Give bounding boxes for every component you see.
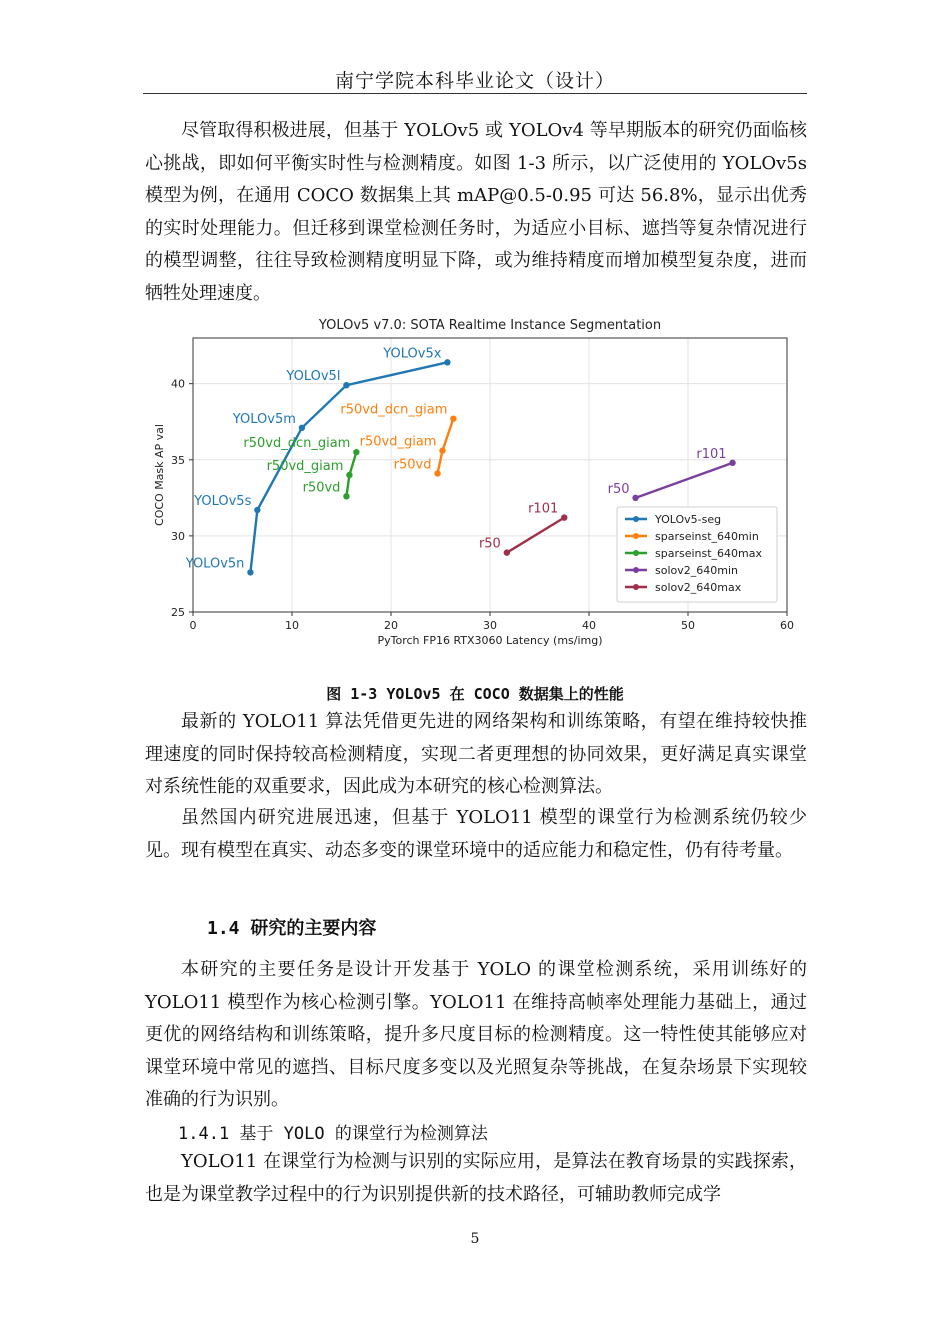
- y-tick-label: 30: [171, 529, 185, 543]
- data-point: [450, 415, 456, 421]
- y-tick-label: 25: [171, 606, 185, 619]
- y-tick-label: 40: [171, 377, 185, 391]
- point-label: r50vd_giam: [266, 459, 344, 474]
- point-label: r50vd_dcn_giam: [243, 436, 351, 452]
- series-line: [507, 518, 564, 553]
- header-rule: [143, 93, 807, 94]
- data-point: [346, 472, 352, 478]
- legend-label: sparseinst_640min: [655, 530, 759, 543]
- running-header: 南宁学院本科毕业论文（设计）: [334, 70, 615, 92]
- x-tick-label: 10: [285, 619, 299, 632]
- chart-legend: [617, 507, 777, 602]
- series-group: [340, 403, 456, 477]
- paragraph-5-block: [145, 1146, 807, 1211]
- x-tick-label: 20: [384, 619, 398, 632]
- data-point: [561, 514, 567, 520]
- page-number: 5: [470, 1231, 480, 1247]
- point-label: r101: [528, 501, 559, 517]
- data-point: [353, 449, 359, 455]
- data-point: [444, 359, 450, 365]
- y-tick-label: 35: [171, 453, 185, 467]
- point-label: YOLOv5m: [232, 411, 296, 427]
- paragraph-4-block: [145, 954, 807, 1117]
- series-group: [243, 436, 359, 499]
- legend-label: sparseinst_640max: [655, 547, 763, 560]
- figure-chart: [145, 308, 805, 648]
- legend-swatch-marker: [633, 533, 639, 539]
- point-label: YOLOv5n: [185, 556, 245, 572]
- x-tick-label: 0: [189, 619, 197, 632]
- data-point: [729, 460, 735, 466]
- x-tick-label: 50: [681, 619, 695, 632]
- point-label: r50vd_dcn_giam: [340, 402, 448, 418]
- paragraph-3-block: [145, 802, 807, 867]
- legend-label: solov2_640max: [655, 581, 742, 594]
- legend-swatch-marker: [633, 516, 639, 522]
- series-line: [636, 463, 733, 498]
- point-label: r50: [478, 536, 501, 552]
- section-heading: 1.4 研究的主要内容: [207, 918, 377, 939]
- point-label: r50vd: [302, 480, 341, 496]
- data-point: [247, 569, 253, 575]
- x-tick-label: 30: [483, 619, 497, 632]
- legend-swatch-marker: [633, 567, 639, 573]
- paragraph-2-block: [145, 706, 807, 804]
- x-tick-label: 60: [780, 619, 794, 632]
- paragraph: YOLO11 在课堂行为检测与识别的实际应用，是算法在教育场景的实践探索，也是为课堂教学过程中的行为识别提供新的技术路径，可辅助教师完成学: [145, 1151, 807, 1205]
- data-point: [439, 447, 445, 453]
- point-label: r101: [696, 446, 727, 462]
- data-point: [254, 507, 260, 513]
- paragraph: 本研究的主要任务是设计开发基于 YOLO 的课堂检测系统，采用训练好的 YOLO11 模型作为核心检测引擎。YOLO11 在维持高帧率处理能力基础上，通过更优的网络结构和训练策略，提升多尺度目标的检测精度。这一特性使其能够应对课堂环境中常见的遮挡、目标尺度多变以及光照复杂等挑战，在复杂场景下实现较准确的行为识别。: [145, 959, 807, 1110]
- subsection-heading: 1.4.1 基于 YOLO 的课堂行为检测算法: [178, 1124, 488, 1144]
- legend-swatch-marker: [633, 584, 639, 590]
- point-label: r50vd: [393, 457, 432, 473]
- series-group: [479, 502, 568, 556]
- point-label: r50: [607, 481, 630, 497]
- y-axis-label: COCO Mask AP val: [153, 424, 166, 526]
- data-point: [343, 382, 349, 388]
- x-axis-label: PyTorch FP16 RTX3060 Latency (ms/img): [377, 634, 603, 647]
- data-point: [632, 495, 638, 501]
- data-point: [343, 493, 349, 499]
- point-label: YOLOv5x: [383, 346, 442, 362]
- series-group: [608, 447, 736, 501]
- legend-swatch-marker: [633, 550, 639, 556]
- point-label: YOLOv5s: [194, 494, 252, 510]
- chart-title: YOLOv5 v7.0: SOTA Realtime Instance Segmentation: [318, 318, 662, 333]
- series-line: [438, 419, 454, 474]
- legend-label: solov2_640min: [655, 564, 738, 577]
- paragraph: 最新的 YOLO11 算法凭借更先进的网络架构和训练策略，有望在维持较快推理速度的同时保持较高检测精度，实现二者更理想的协同效果，更好满足真实课堂对系统性能的双重要求，因此成为本研究的核心检测算法。: [145, 711, 807, 797]
- figure-caption: 图 1-3 YOLOv5 在 COCO 数据集上的性能: [326, 685, 624, 703]
- data-point: [299, 425, 305, 431]
- paragraph-1-block: [145, 115, 807, 310]
- x-tick-label: 40: [582, 619, 596, 632]
- point-label: YOLOv5l: [286, 369, 341, 385]
- point-label: r50vd_giam: [359, 434, 437, 450]
- data-point: [504, 549, 510, 555]
- legend-label: YOLOv5-seg: [655, 513, 722, 526]
- data-point: [434, 470, 440, 476]
- paragraph: 尽管取得积极进展，但基于 YOLOv5 或 YOLOv4 等早期版本的研究仍面临核心挑战，即如何平衡实时性与检测精度。如图 1-3 所示，以广泛使用的 YOLOv5s 模型为例，在通用 COCO 数据集上其 mAP@0.5-0.95 可达 56.8%，显示出优秀的实时处理能力。但迁移到课堂检测任务时，为适应小目标、遮挡等复杂情况进行的模型调整，往往导致检测精度明显下降，或为维持精度而增加模型复杂度，进而牺牲处理速度。: [145, 120, 807, 304]
- paragraph: 虽然国内研究进展迅速，但基于 YOLO11 模型的课堂行为检测系统仍较少见。现有模型在真实、动态多变的课堂环境中的适应能力和稳定性，仍有待考量。: [145, 807, 807, 861]
